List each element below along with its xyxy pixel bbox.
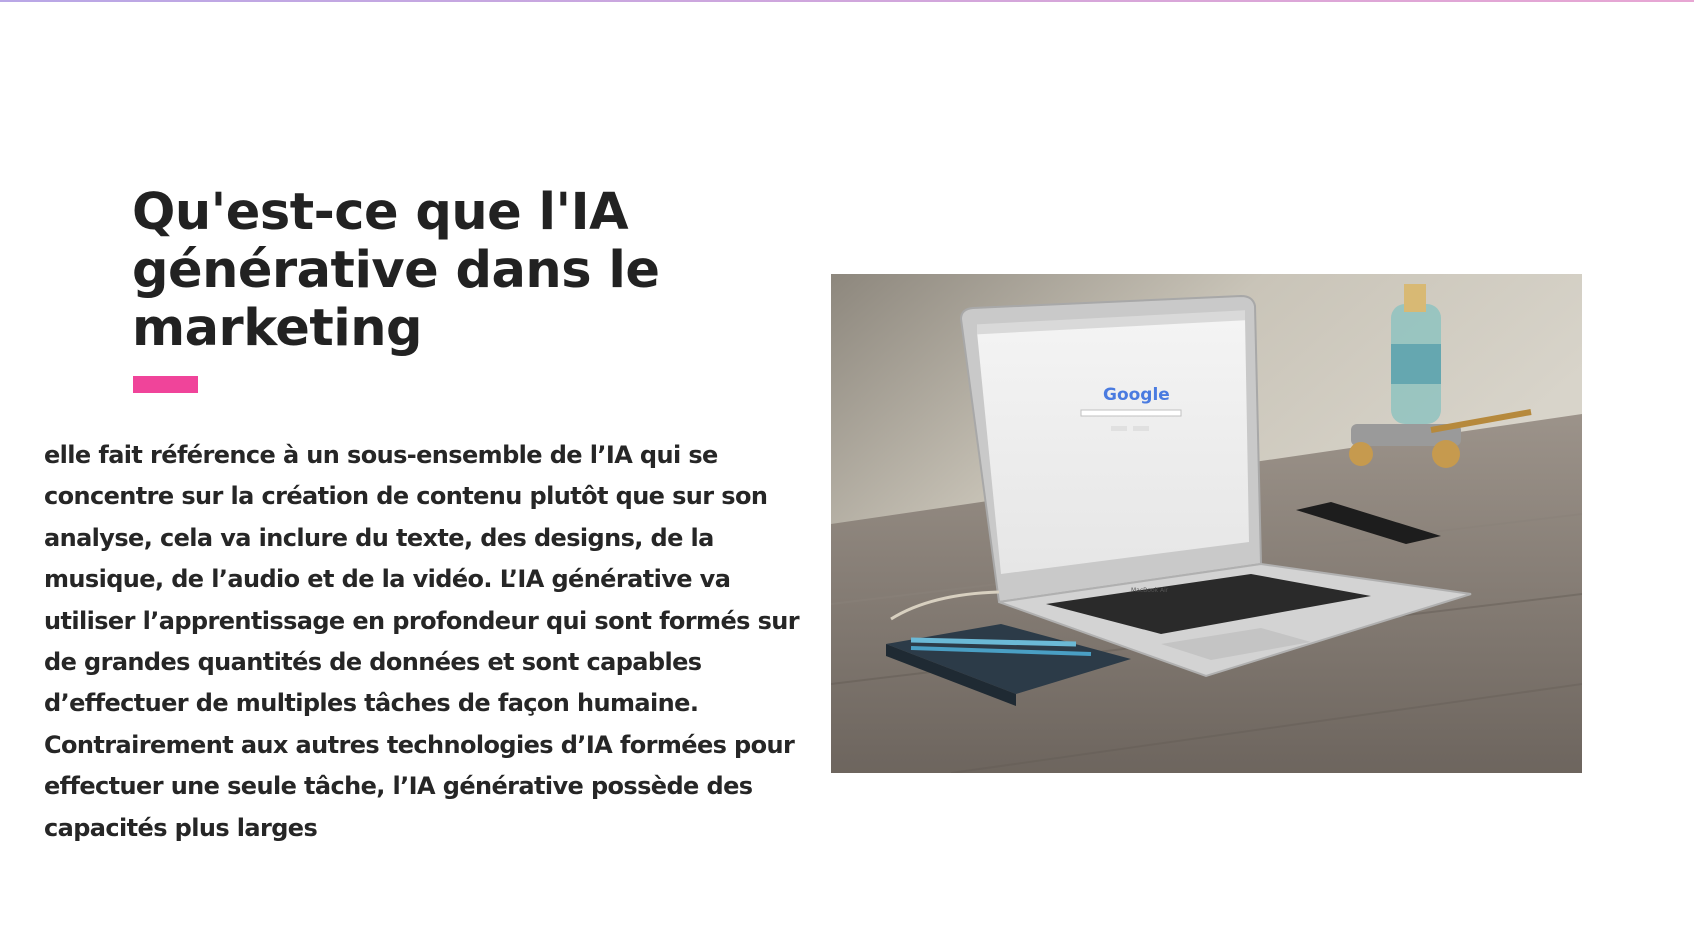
slide-body-text: elle fait référence à un sous-ensemble de l’IA qui se concentre sur la création de contenu plutôt que sur son analyse, cela va inclure du texte, des designs, de la musique, de l’audio et de la vidéo. L’IA générative va utiliser l’apprentissage en profondeur qui sont formés sur de grandes quantités de données et sont capables d’effectuer de multiples tâches de façon humaine. Contrairement aux autres technologies d’IA formées pour effectuer une seule tâche, l’IA générative possède des capacités plus larges bbox=[44, 441, 799, 842]
title-accent-bar bbox=[133, 376, 198, 393]
laptop-photo bbox=[831, 274, 1582, 773]
laptop-label: MacBook Air bbox=[1131, 587, 1169, 594]
top-border bbox=[0, 0, 1694, 2]
google-logo: Google bbox=[1103, 385, 1170, 405]
slide-title: Qu'est-ce que l'IA générative dans le marketing bbox=[132, 183, 660, 358]
